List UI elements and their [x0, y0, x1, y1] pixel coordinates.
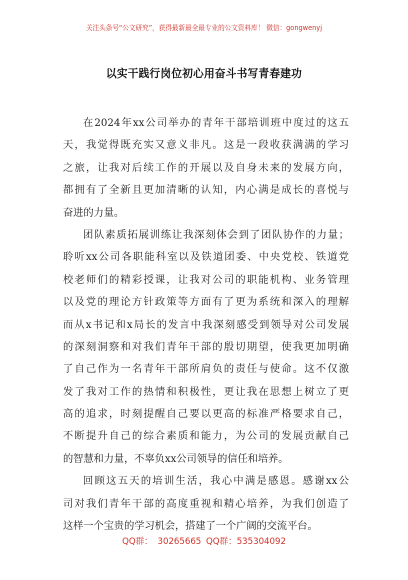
text-line: 不断提升自己的综合素质和能力，为公司的发展贡献自己: [63, 431, 349, 443]
document-body: [63, 113, 349, 538]
paragraph-1: [63, 113, 349, 225]
text-line: 的深刻洞察和对我们青年干部的殷切期望，使我更加明确: [63, 341, 349, 353]
text-line: 天，我觉得既充实又意义非凡。这是一段收获满满的学习: [63, 140, 349, 152]
text-line: 回顾这五天的培训生活，我心中满是感恩。感谢xx公: [83, 476, 349, 488]
document-title: 以实干践行岗位初心用奋斗书写青春建功: [105, 68, 303, 80]
text-line: 这样一个宝贵的学习机会，搭建了一个广阔的交流平台。: [63, 521, 318, 533]
text-line: 的智慧和力量，不辜负xx公司领导的信任和培养。: [63, 453, 289, 465]
text-line: 发了我对工作的热情和积极性，更让我在思想上树立了更: [63, 386, 349, 398]
text-line: 而从x书记和x局长的发言中我深刻感受到领导对公司发展: [63, 319, 349, 331]
text-line: 校老师们的精彩授课，让我对公司的职能机构、业务管理: [63, 274, 349, 286]
text-line: 都拥有了全新且更加清晰的认知，内心满是成长的喜悦与: [63, 185, 349, 197]
text-line: 在2024年xx公司举办的青年干部培训班中度过的这五: [83, 118, 349, 129]
text-line: 聆听xx公司各职能科室以及铁道团委、中央党校、铁道党: [63, 252, 349, 264]
header-banner: 关注头条号“公文研究”，获得最新最全最专业的公文资料库！ 微信：gongwenyj: [85, 24, 323, 32]
text-line: 奋进的力量。: [63, 207, 125, 219]
text-line: 了自己作为一名青年干部所肩负的责任与使命。这不仅激: [63, 364, 349, 376]
text-line: 司对我们青年干部的高度重视和精心培养，为我们创造了: [63, 498, 349, 510]
paragraph-3: [63, 471, 349, 538]
text-line: 以及党的理论方针政策等方面有了更为系统和深入的理解: [63, 297, 349, 309]
text-line: 高的追求，时刻提醒自己要以更高的标准严格要求自己，: [63, 409, 349, 421]
footer-contact: QQ群： 30265665 QQ群：535304092: [122, 537, 286, 547]
text-line: 之旅，让我对后续工作的开展以及自身未来的发展方向，: [63, 162, 349, 174]
paragraph-2: [63, 225, 349, 471]
text-line: 团队素质拓展训练让我深刻体会到了团队协作的力量；: [83, 229, 349, 241]
